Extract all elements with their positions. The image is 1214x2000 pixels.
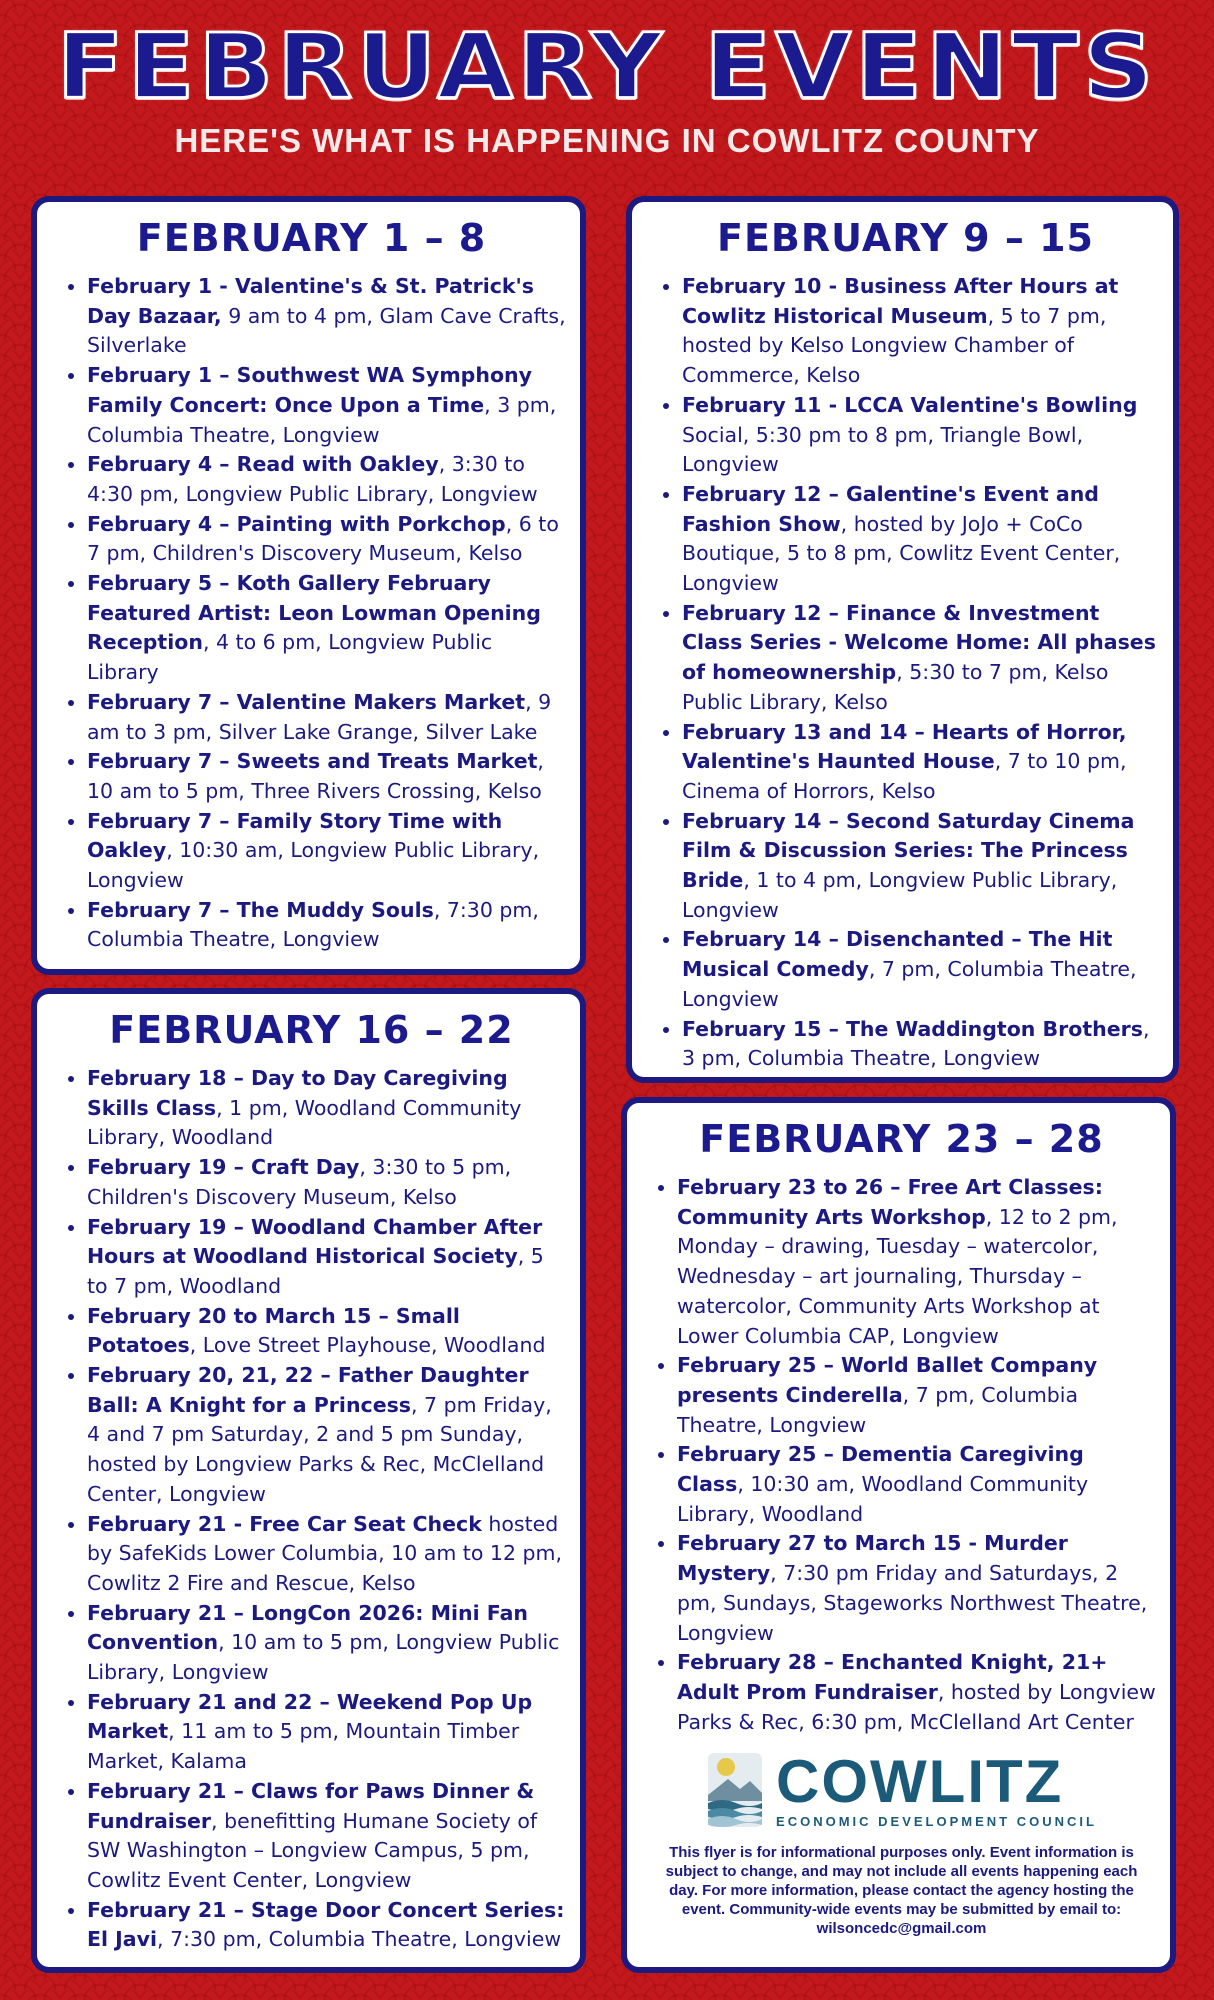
event-details: , 3:30 to 4:30 pm, Longview Public Library, Longview [87,452,538,506]
event-title: February 21 – Claws for Paws Dinner & Fundraiser [87,1778,535,1833]
event-title: February 11 - LCCA Valentine's Bowling [682,392,1138,417]
week-1-panel [31,196,586,975]
event-details: hosted by SafeKids Lower Columbia, 10 am to 12 pm, Cowlitz 2 Fire and Rescue, Kelso [87,1511,563,1595]
event-details: , 1 to 4 pm, Longview Public Library, Longview [682,868,1118,922]
event-title: February 23 to 26 – Free Art Classes: Community Arts Workshop [677,1175,1103,1229]
event-title: February 7 – Sweets and Treats Market [87,749,538,774]
event-title: February 21 – Stage Door Concert Series: El Javi [87,1897,565,1952]
event-title: February 14 – Disenchanted – The Hit Musical Comedy [682,927,1113,982]
event-title: February 7 – Family Story Time with Oakley [87,808,503,863]
event-title: February 19 – Craft Day [87,1155,360,1180]
event-details: , 7:30 pm Friday and Saturdays, 2 pm, Sundays, Stageworks Northwest Theatre, Longview [677,1561,1148,1645]
event-item [87,1064,566,1153]
event-details: , 5 to 7 pm, Woodland [87,1244,544,1298]
event-title: February 19 – Woodland Chamber After Hours at Woodland Historical Society [87,1214,543,1269]
logo-name: COWLITZ [776,1747,1064,1815]
event-title: February 1 – Southwest WA Symphony Family Concert: Once Upon a Time [87,363,532,417]
event-details: , 5 to 7 pm, hosted by Kelso Longview Chamber of Commerce, Kelso [682,303,1107,388]
event-title: February 7 – The Muddy Souls [87,897,434,922]
event-title: February 14 – Second Saturday Cinema Film & Discussion Series: The Princess Bride [682,808,1135,893]
event-item [87,1213,566,1302]
event-item [87,1510,566,1599]
event-details: , benefitting Humane Society of SW Washington – Longview Campus, 5 pm, Cowlitz Event Center, Longview [87,1808,538,1892]
event-details: , 7:30 pm, Columbia Theatre, Longview [157,1927,562,1952]
week-2-title: FEBRUARY 9 – 15 [717,216,1094,260]
event-item [87,896,566,955]
week-3-event-list [57,1064,566,1955]
event-item [87,747,566,806]
event-title: February 12 – Finance & Investment Class Series - Welcome Home: All phases of homeownership [682,600,1156,685]
event-item [87,1302,566,1361]
event-item [682,807,1159,926]
event-item [87,807,566,896]
event-details: , 9 am to 3 pm, Silver Lake Grange, Silver Lake [87,689,552,744]
event-details: , 6 to 7 pm, Children's Discovery Museum, Kelso [87,511,559,566]
event-title: February 20, 21, 22 – Father Daughter Ball: A Knight for a Princess [87,1363,529,1417]
event-item [682,480,1159,599]
week-3-panel [31,988,586,1973]
week-4-panel [621,1097,1176,1973]
cowlitz-mountain-logo-icon [706,1751,764,1829]
event-item [87,1777,566,1896]
event-item [677,1173,1156,1351]
event-details: , 10 am to 5 pm, Longview Public Library, Longview [87,1630,560,1685]
cowlitz-logo [647,1747,1156,1829]
event-item [87,1896,566,1955]
event-title: February 25 – World Ballet Company presents Cinderella [677,1353,1098,1407]
event-item [682,718,1159,807]
event-title: February 5 – Koth Gallery February Featured Artist: Leon Lowman Opening Reception [87,571,541,655]
week-3-title: FEBRUARY 16 – 22 [109,1008,514,1052]
event-title: February 25 – Dementia Caregiving Class [677,1442,1084,1497]
event-item [87,569,566,688]
event-details: , 3 pm, Columbia Theatre, Longview [87,392,557,447]
week-2-panel [626,196,1179,1083]
event-item [87,361,566,450]
event-item [87,688,566,747]
event-title: February 4 – Read with Oakley [87,452,439,477]
event-details: , 12 to 2 pm, Monday – drawing, Tuesday – watercolor, Wednesday – art journaling, Thursday – watercolor, Community Arts Workshop at Lower Columbia CAP, Longview [677,1204,1118,1348]
event-title: February 21 – LongCon 2026: Mini Fan Convention [87,1600,529,1655]
event-item [682,925,1159,1014]
event-title: February 1 - Valentine's & St. Patrick's Day Bazaar, [87,274,534,328]
week-4-title: FEBRUARY 23 – 28 [699,1117,1104,1161]
event-item [682,1015,1159,1074]
event-details: , 5:30 to 7 pm, Kelso Public Library, Kelso [682,660,1109,714]
event-item [87,450,566,509]
event-title: February 12 – Galentine's Event and Fashion Show [682,481,1099,536]
event-details: 9 am to 4 pm, Glam Cave Crafts, Silverlake [87,303,566,358]
disclaimer-text: This flyer is for informational purposes only. Event information is subject to change, and may not include all events happening each day. For more information, please contact the agency hosting the event. Community-wide events may be submitted by email to: wilsoncedc@gmail.com [665,1844,1138,1938]
event-item [682,391,1159,480]
event-item [677,1648,1156,1737]
event-item [677,1529,1156,1648]
event-details: , 3 pm, Columbia Theatre, Longview [682,1016,1150,1071]
event-details: , 11 am to 5 pm, Mountain Timber Market, Kalama [87,1719,520,1774]
event-details: , 7 pm Friday, 4 and 7 pm Saturday, 2 and 5 pm Sunday, hosted by Longview Parks & Rec, McClelland Center, Longview [87,1392,552,1506]
week-1-title: FEBRUARY 1 – 8 [136,216,487,260]
event-title: February 21 and 22 – Weekend Pop Up Market [87,1689,533,1744]
event-details: , 7 pm, Columbia Theatre, Longview [682,957,1137,1011]
event-title: February 18 – Day to Day Caregiving Skills Class [87,1066,508,1120]
event-title: February 10 - Business After Hours at Cowlitz Historical Museum [682,274,1119,328]
event-details: , hosted by JoJo + CoCo Boutique, 5 to 8 pm, Cowlitz Event Center, Longview [682,511,1121,596]
event-title: February 15 – The Waddington Brothers [682,1016,1143,1041]
event-details: , 7 to 10 pm, Cinema of Horrors, Kelso [682,749,1127,803]
event-details: , 10:30 am, Woodland Community Library, Woodland [677,1472,1089,1526]
event-details: , 7:30 pm, Columbia Theatre, Longview [87,897,539,952]
event-details: , hosted by Longview Parks & Rec, 6:30 pm, McClelland Art Center [677,1679,1156,1734]
page-subtitle: HERE'S WHAT IS HAPPENING IN COWLITZ COUNTY [174,122,1040,159]
event-item [87,1599,566,1688]
event-item [677,1440,1156,1529]
event-details: , 10:30 am, Longview Public Library, Longview [87,838,540,893]
week-2-event-list [652,272,1159,1074]
event-item [87,1153,566,1212]
event-details: Social, 5:30 pm to 8 pm, Triangle Bowl, Longview [682,422,1084,477]
event-details: , 1 pm, Woodland Community Library, Woodland [87,1095,522,1150]
event-title: February 27 to March 15 - Murder Mystery [677,1531,1068,1586]
event-title: February 13 and 14 – Hearts of Horror, Valentine's Haunted House [682,719,1127,774]
event-details: , 10 am to 5 pm, Three Rivers Crossing, Kelso [87,749,544,803]
week-1-event-list [57,272,566,955]
event-details: , 7 pm, Columbia Theatre, Longview [677,1382,1079,1437]
event-item [87,1361,566,1510]
event-title: February 4 – Painting with Porkchop [87,511,506,536]
event-item [87,1688,566,1777]
event-item [682,599,1159,718]
event-title: February 28 – Enchanted Knight, 21+ Adult Prom Fundraiser [677,1650,1108,1704]
page-title: FEBRUARY EVENTS [56,14,1158,120]
event-title: February 21 - Free Car Seat Check [87,1511,482,1536]
event-title: February 20 to March 15 – Small Potatoes [87,1303,460,1358]
event-item [87,510,566,569]
week-4-event-list [647,1173,1156,1737]
event-title: February 7 – Valentine Makers Market [87,689,526,714]
event-details: , 3:30 to 5 pm, Children's Discovery Museum, Kelso [87,1155,512,1209]
event-item [87,272,566,361]
event-details: , Love Street Playhouse, Woodland [189,1333,546,1358]
event-details: , 4 to 6 pm, Longview Public Library [87,630,493,685]
event-item [682,272,1159,391]
event-item [677,1351,1156,1440]
logo-tagline: ECONOMIC DEVELOPMENT COUNCIL [776,1813,1097,1829]
